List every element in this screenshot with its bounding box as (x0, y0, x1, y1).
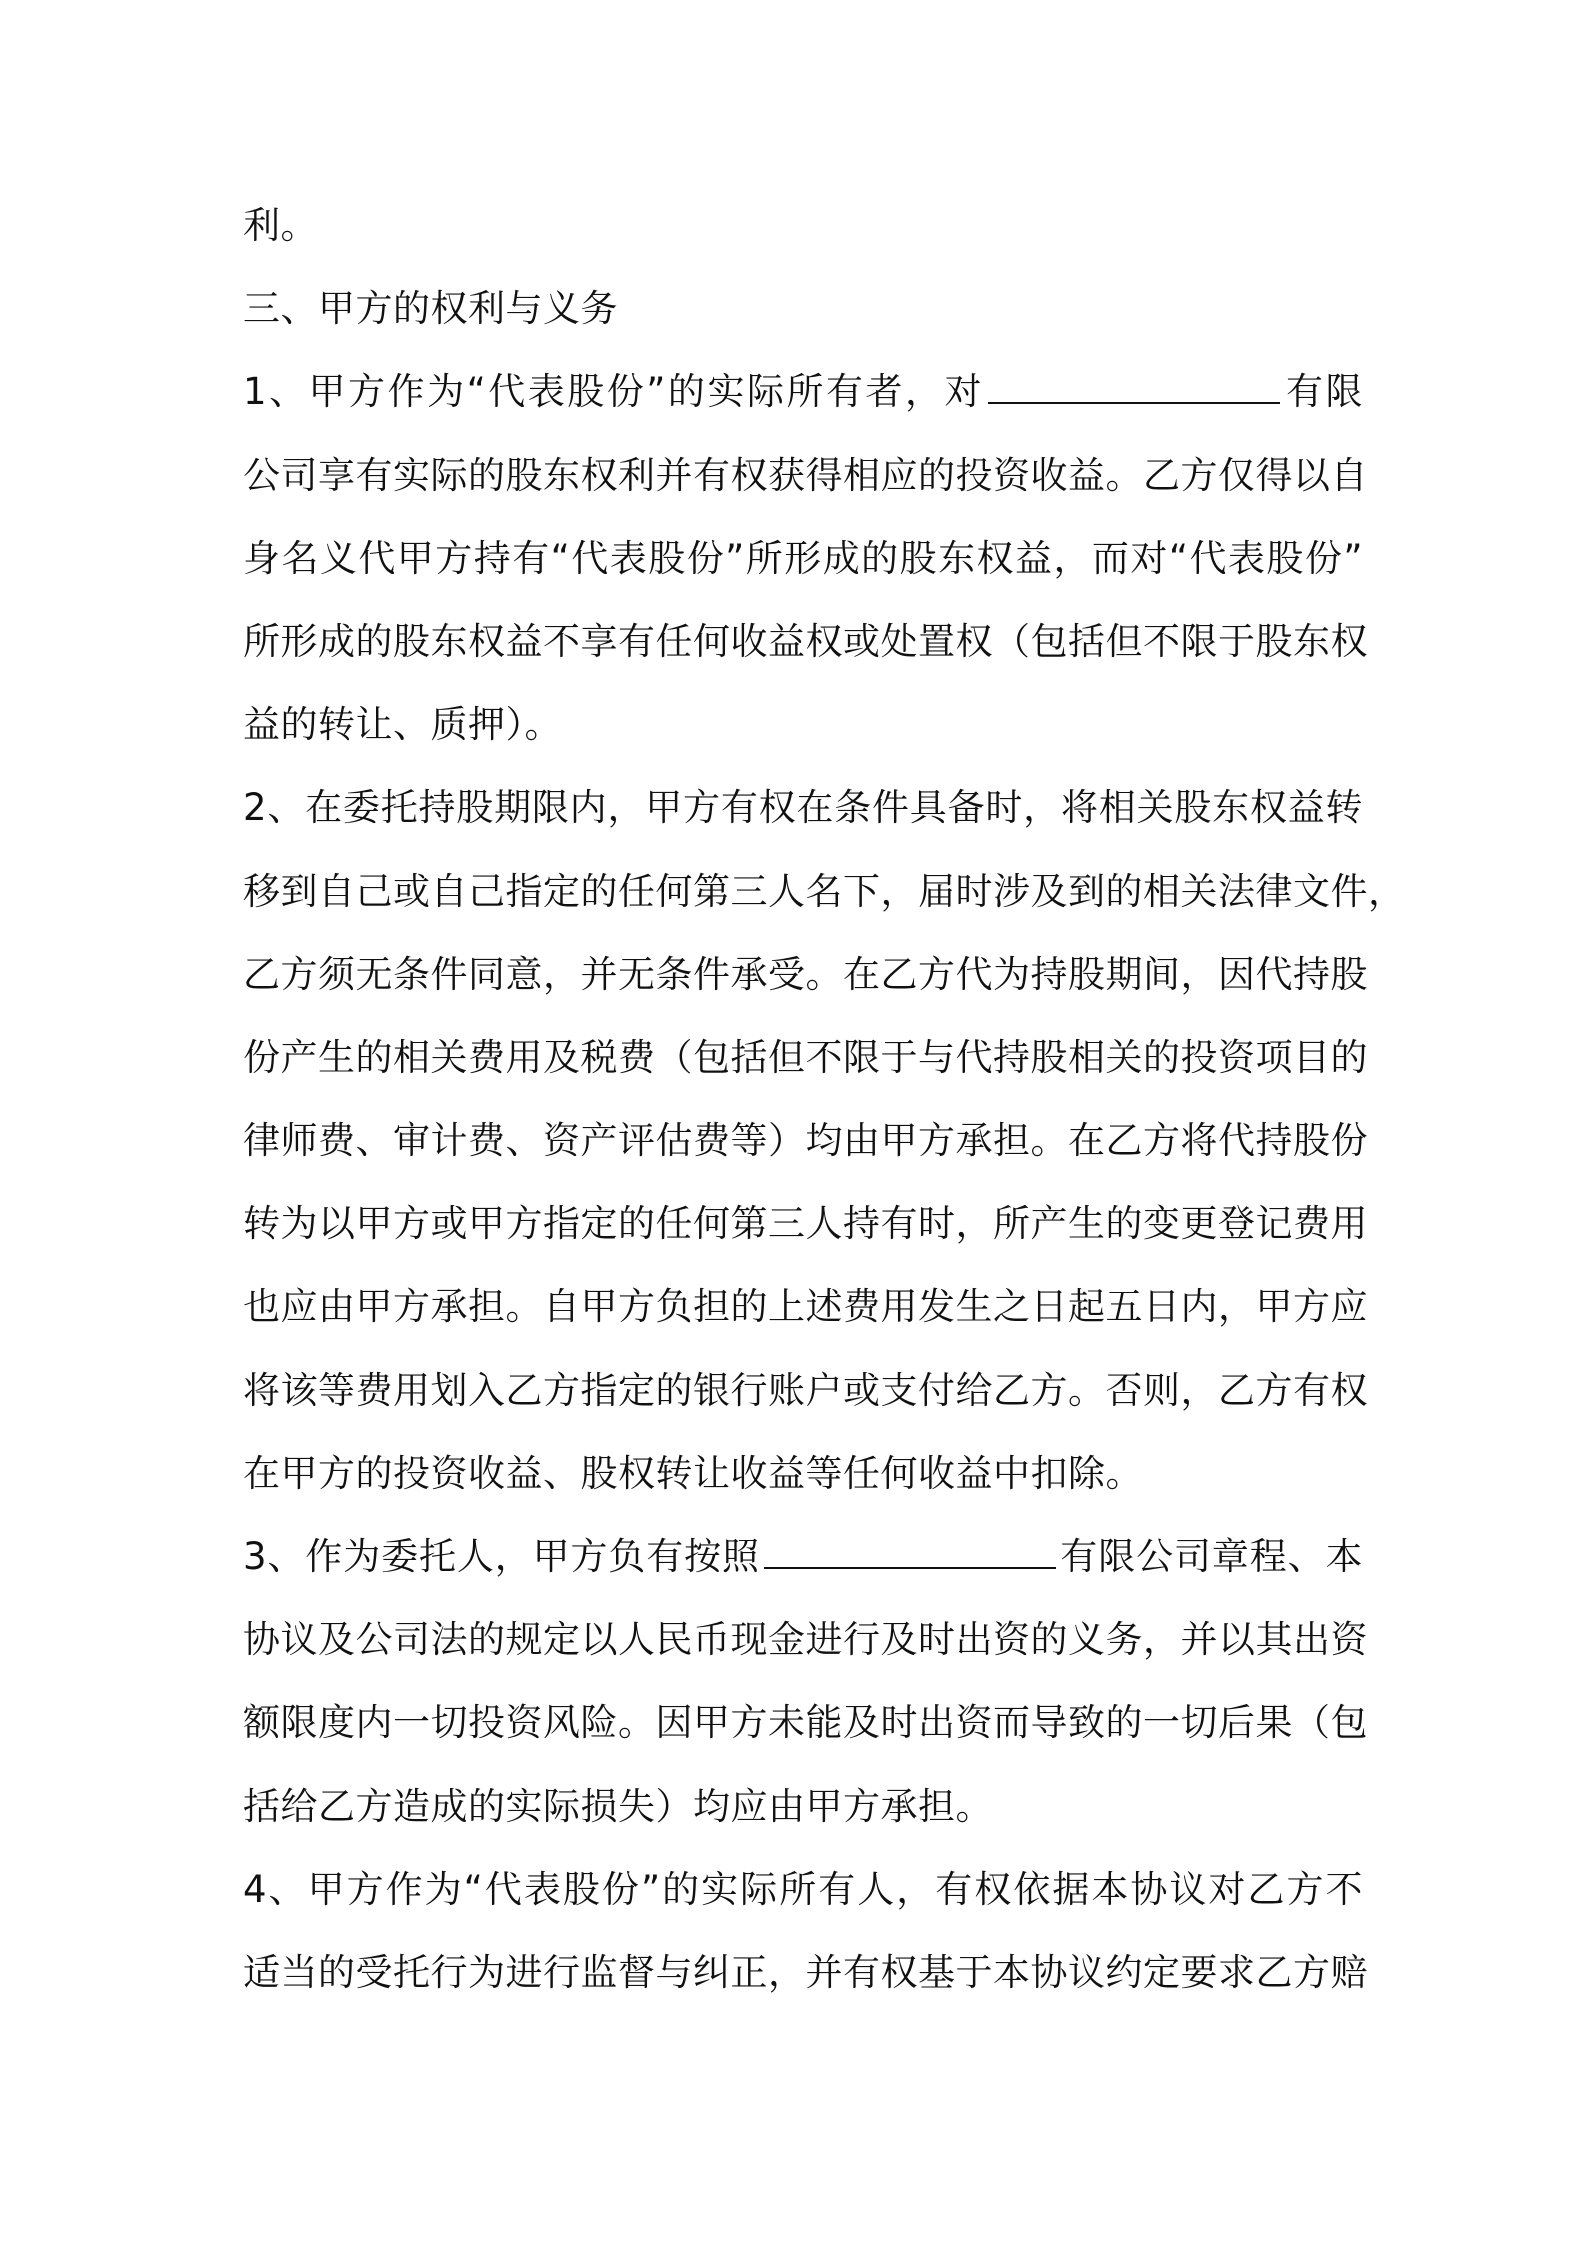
paragraph-line (243, 1515, 1363, 1598)
paragraph-line: 括给乙方造成的实际损失）均应由甲方承担。 (243, 1784, 993, 1828)
paragraph-line: 4、甲方作为“代表股份”的实际所有人，有权依据本协议对乙方不 (243, 1867, 1363, 1911)
paragraph-line: 利。 (243, 204, 318, 247)
section-heading: 三、甲方的权利与义务 (243, 287, 618, 331)
paragraph-line: 2、在委托持股期限内，甲方有权在条件具备时，将相关股东权益转 (243, 786, 1363, 830)
paragraph-line: 将该等费用划入乙方指定的银行账户或支付给乙方。否则，乙方有权 (243, 1368, 1368, 1412)
blank-field (764, 1537, 1056, 1569)
paragraph-line: 转为以甲方或甲方指定的任何第三人持有时，所产生的变更登记费用 (243, 1202, 1368, 1246)
document-body (243, 184, 1406, 2014)
paragraph-line (243, 350, 1363, 433)
blank-field (988, 372, 1280, 404)
paragraph-line: 也应由甲方承担。自甲方负担的上述费用发生之日起五日内，甲方应 (243, 1285, 1368, 1329)
line-text: 1、甲方作为“代表股份”的实际所有者，对 (243, 370, 984, 414)
paragraph-line: 份产生的相关费用及税费（包括但不限于与代持股相关的投资项目的 (243, 1035, 1368, 1079)
paragraph-line: 身名义代甲方持有“代表股份”所形成的股东权益，而对“代表股份” (243, 536, 1363, 580)
paragraph-line: 协议及公司法的规定以人民币现金进行及时出资的义务，并以其出资 (243, 1618, 1368, 1662)
line-text: 有限 (1283, 370, 1363, 414)
line-text: 3、作为委托人，甲方负有按照 (243, 1535, 760, 1578)
paragraph-line: 乙方须无条件同意，并无条件承受。在乙方代为持股期间，因代持股 (243, 952, 1368, 996)
paragraph-line: 额限度内一切投资风险。因甲方未能及时出资而导致的一切后果（包 (243, 1701, 1368, 1745)
paragraph-line: 所形成的股东权益不享有任何收益权或处置权（包括但不限于股东权 (243, 619, 1368, 663)
paragraph-line: 律师费、审计费、资产评估费等）均由甲方承担。在乙方将代持股份 (243, 1119, 1368, 1163)
paragraph-line: 适当的受托行为进行监督与纠正，并有权基于本协议约定要求乙方赔 (243, 1950, 1368, 1994)
line-text: 有限公司章程、本 (1059, 1535, 1363, 1578)
paragraph-line: 移到自己或自己指定的任何第三人名下，届时涉及到的相关法律文件， (243, 869, 1406, 913)
paragraph-line: 益的转让、质押）。 (243, 703, 562, 747)
paragraph-line: 公司享有实际的股东权利并有权获得相应的投资收益。乙方仅得以自 (243, 453, 1368, 497)
paragraph-line: 在甲方的投资收益、股权转让收益等任何收益中扣除。 (243, 1451, 1143, 1495)
